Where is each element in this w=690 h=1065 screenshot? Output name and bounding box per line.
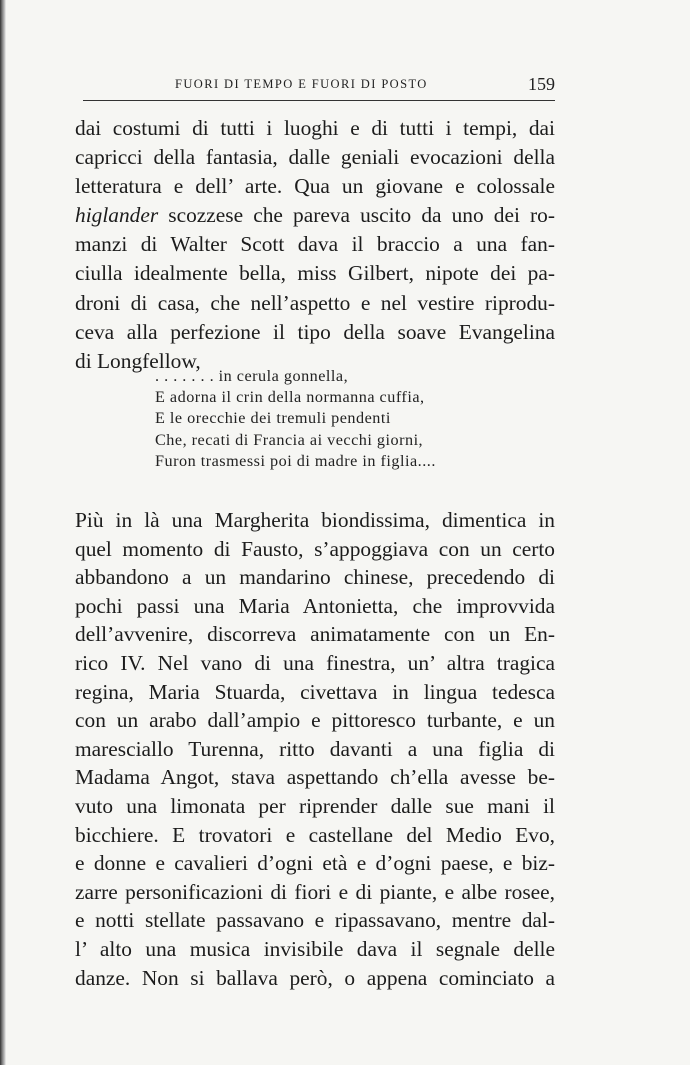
paragraph-1 bbox=[75, 114, 555, 376]
verse-line: E le orecchie dei tremuli pendenti bbox=[155, 409, 391, 428]
text-line: l’ alto una musica invisibile dava il segnale delle bbox=[75, 936, 555, 961]
text-line: e notti stellate passavano e ripassavano, mentre dal- bbox=[75, 908, 555, 933]
text-line: letteratura e dell’ arte. Qua un giovane e colossale bbox=[75, 174, 555, 199]
text-line: abbandono a un mandarino chinese, precedendo di bbox=[75, 565, 555, 590]
running-title: FUORI DI TEMPO E FUORI DI POSTO bbox=[175, 77, 428, 91]
text-line: ciulla idealmente bella, miss Gilbert, nipote dei pa- bbox=[75, 261, 555, 286]
text-line: dai costumi di tutti i luoghi e di tutti i tempi, dai bbox=[75, 116, 555, 140]
text-line: zarre personificazioni di fiori e di piante, e albe rosee, bbox=[75, 879, 555, 904]
text-line: maresciallo Turenna, ritto davanti a una figlia di bbox=[75, 736, 555, 761]
text-line: con un arabo dall’ampio e pittoresco turbante, e un bbox=[75, 708, 555, 733]
verse-line: . . . . . . . in cerula gonnella, bbox=[155, 367, 349, 385]
text-line: bicchiere. E trovatori e castellane del Medio Evo, bbox=[75, 822, 555, 847]
page-number: 159 bbox=[528, 74, 555, 94]
text-line: danze. Non si ballava però, o appena cominciato a bbox=[75, 965, 555, 990]
text-line: droni di casa, che nell’aspetto e nel vestire riprodu- bbox=[75, 290, 555, 315]
verse-line: E adorna il crin della normanna cuffia, bbox=[155, 388, 425, 407]
verse-quotation bbox=[155, 366, 485, 472]
text-line: e donne e cavalieri d’ogni età e d’ogni paese, e biz- bbox=[75, 851, 555, 876]
text-line: ceva alla perfezione il tipo della soave Evangelina bbox=[75, 319, 555, 344]
text-line: Madama Angot, stava aspettando ch’ella avesse be- bbox=[75, 765, 555, 790]
verse-line: Che, recati di Francia ai vecchi giorni, bbox=[155, 430, 424, 449]
line-rest: scozzese che pareva uscito da uno dei ro- bbox=[158, 203, 555, 228]
text-line: quel momento di Fausto, s’appoggiava con un certo bbox=[75, 536, 555, 561]
verse-line: Furon trasmessi poi di madre in figlia.... bbox=[155, 451, 436, 470]
text-line: manzi di Walter Scott dava il braccio a una fan- bbox=[75, 232, 555, 257]
text-line: capricci della fantasia, dalle geniali evocazioni della bbox=[75, 145, 555, 170]
text-line: pochi passi una Maria Antonietta, che improvvida bbox=[75, 593, 555, 618]
header-rule bbox=[83, 100, 555, 101]
text-line: regina, Maria Stuarda, civettava in lingua tedesca bbox=[75, 679, 555, 704]
paragraph-2 bbox=[75, 506, 555, 992]
text-line: vuto una limonata per riprender dalle sue mani il bbox=[75, 793, 555, 818]
text-line: Più in là una Margherita biondissima, dimentica in bbox=[75, 508, 555, 532]
text-line bbox=[75, 201, 555, 230]
text-line: rico IV. Nel vano di una finestra, un’ altra tragica bbox=[75, 650, 555, 675]
text-line: di Longfellow, bbox=[75, 348, 201, 373]
italic-word: higlander bbox=[75, 203, 159, 228]
page-header bbox=[75, 74, 555, 107]
page-binding-edge bbox=[0, 0, 6, 1065]
text-line: dell’avvenire, discorreva animatamente con un En- bbox=[75, 622, 555, 647]
